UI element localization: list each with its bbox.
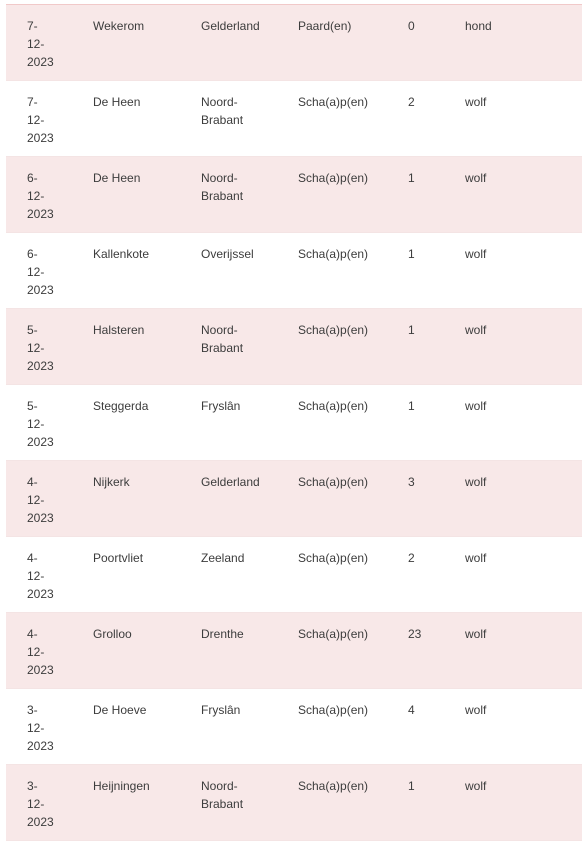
animal-cell: Scha(a)p(en): [298, 171, 369, 185]
count-cell: 1: [408, 779, 415, 793]
province-part: Overijssel: [201, 247, 254, 261]
date-cell: [27, 93, 63, 147]
date-part: 6-: [27, 247, 38, 261]
place-cell: De Heen: [93, 171, 141, 185]
place-cell: Steggerda: [93, 399, 149, 413]
date-part: 2023: [27, 663, 54, 677]
date-part: 6-: [27, 171, 38, 185]
date-part: 12-: [27, 265, 45, 279]
date-part: 2023: [27, 739, 54, 753]
date-part: 2023: [27, 815, 54, 829]
province-cell: [201, 549, 291, 567]
animal-cell: Scha(a)p(en): [298, 551, 369, 565]
table-row: [6, 765, 582, 841]
date-part: 12-: [27, 113, 45, 127]
place-cell: De Heen: [93, 95, 141, 109]
animal-cell: Scha(a)p(en): [298, 247, 369, 261]
animal-cell: Scha(a)p(en): [298, 95, 369, 109]
place-cell: Heijningen: [93, 779, 150, 793]
date-part: 4-: [27, 627, 38, 641]
date-part: 4-: [27, 551, 38, 565]
date-cell: [27, 17, 63, 71]
count-cell: 1: [408, 399, 415, 413]
table-row: [6, 461, 582, 537]
table-row: [6, 537, 582, 613]
date-part: 3-: [27, 779, 38, 793]
place-cell: Wekerom: [93, 19, 145, 33]
date-part: 7-: [27, 95, 38, 109]
date-part: 2023: [27, 207, 54, 221]
date-cell: [27, 245, 63, 299]
date-part: 12-: [27, 493, 45, 507]
place-cell: Poortvliet: [93, 551, 144, 565]
province-cell: [201, 17, 291, 35]
date-cell: [27, 321, 63, 375]
date-part: 2023: [27, 511, 54, 525]
table-row: [6, 5, 582, 81]
table-row: [6, 689, 582, 765]
place-cell: Halsteren: [93, 323, 145, 337]
province-cell: [201, 169, 291, 205]
date-part: 2023: [27, 131, 54, 145]
province-cell: [201, 777, 291, 813]
date-cell: [27, 625, 63, 679]
date-part: 7-: [27, 19, 38, 33]
table-row: [6, 613, 582, 689]
date-part: 2023: [27, 359, 54, 373]
predator-cell: wolf: [465, 627, 487, 641]
province-part: Noord-: [201, 779, 238, 793]
animal-cell: Scha(a)p(en): [298, 703, 369, 717]
date-part: 3-: [27, 703, 38, 717]
province-cell: [201, 701, 291, 719]
province-part: Gelderland: [201, 19, 260, 33]
date-part: 12-: [27, 797, 45, 811]
province-part: Drenthe: [201, 627, 244, 641]
province-cell: [201, 625, 291, 643]
date-part: 12-: [27, 645, 45, 659]
predator-cell: wolf: [465, 171, 487, 185]
table-row: [6, 233, 582, 309]
count-cell: 1: [408, 247, 415, 261]
province-part: Brabant: [201, 341, 244, 355]
animal-cell: Paard(en): [298, 19, 352, 33]
date-part: 2023: [27, 435, 54, 449]
province-cell: [201, 397, 291, 415]
table-row: [6, 385, 582, 461]
predator-cell: wolf: [465, 399, 487, 413]
date-cell: [27, 473, 63, 527]
predator-cell: wolf: [465, 475, 487, 489]
animal-cell: Scha(a)p(en): [298, 475, 369, 489]
date-part: 2023: [27, 587, 54, 601]
date-part: 12-: [27, 417, 45, 431]
province-part: Brabant: [201, 113, 244, 127]
date-part: 2023: [27, 283, 54, 297]
date-part: 5-: [27, 323, 38, 337]
date-part: 2023: [27, 55, 54, 69]
province-part: Brabant: [201, 797, 244, 811]
place-cell: Nijkerk: [93, 475, 130, 489]
animal-cell: Scha(a)p(en): [298, 399, 369, 413]
province-part: Zeeland: [201, 551, 245, 565]
date-part: 4-: [27, 475, 38, 489]
count-cell: 23: [408, 627, 422, 641]
province-part: Gelderland: [201, 475, 260, 489]
place-cell: De Hoeve: [93, 703, 147, 717]
province-part: Fryslân: [201, 703, 241, 717]
province-cell: [201, 245, 291, 263]
province-part: Noord-: [201, 323, 238, 337]
count-cell: 0: [408, 19, 415, 33]
date-part: 12-: [27, 341, 45, 355]
predator-cell: wolf: [465, 779, 487, 793]
predator-cell: wolf: [465, 551, 487, 565]
province-cell: [201, 93, 291, 129]
date-part: 12-: [27, 721, 45, 735]
date-cell: [27, 397, 63, 451]
province-part: Noord-: [201, 171, 238, 185]
date-cell: [27, 549, 63, 603]
date-cell: [27, 777, 63, 831]
predator-cell: hond: [465, 19, 492, 33]
animal-cell: Scha(a)p(en): [298, 323, 369, 337]
date-part: 12-: [27, 569, 45, 583]
date-cell: [27, 701, 63, 755]
count-cell: 2: [408, 551, 415, 565]
count-cell: 4: [408, 703, 415, 717]
table-row: [6, 81, 582, 157]
table-row: [6, 157, 582, 233]
count-cell: 1: [408, 171, 415, 185]
date-part: 12-: [27, 189, 45, 203]
count-cell: 1: [408, 323, 415, 337]
place-cell: Grolloo: [93, 627, 132, 641]
animal-cell: Scha(a)p(en): [298, 627, 369, 641]
table-row: [6, 309, 582, 385]
predator-cell: wolf: [465, 703, 487, 717]
province-cell: [201, 321, 291, 357]
date-cell: [27, 169, 63, 223]
predator-cell: wolf: [465, 247, 487, 261]
province-part: Fryslân: [201, 399, 241, 413]
date-part: 5-: [27, 399, 38, 413]
date-part: 12-: [27, 37, 45, 51]
count-cell: 3: [408, 475, 415, 489]
incident-table: [6, 4, 582, 841]
province-part: Noord-: [201, 95, 238, 109]
predator-cell: wolf: [465, 323, 487, 337]
animal-cell: Scha(a)p(en): [298, 779, 369, 793]
count-cell: 2: [408, 95, 415, 109]
province-part: Brabant: [201, 189, 244, 203]
place-cell: Kallenkote: [93, 247, 150, 261]
predator-cell: wolf: [465, 95, 487, 109]
province-cell: [201, 473, 291, 491]
